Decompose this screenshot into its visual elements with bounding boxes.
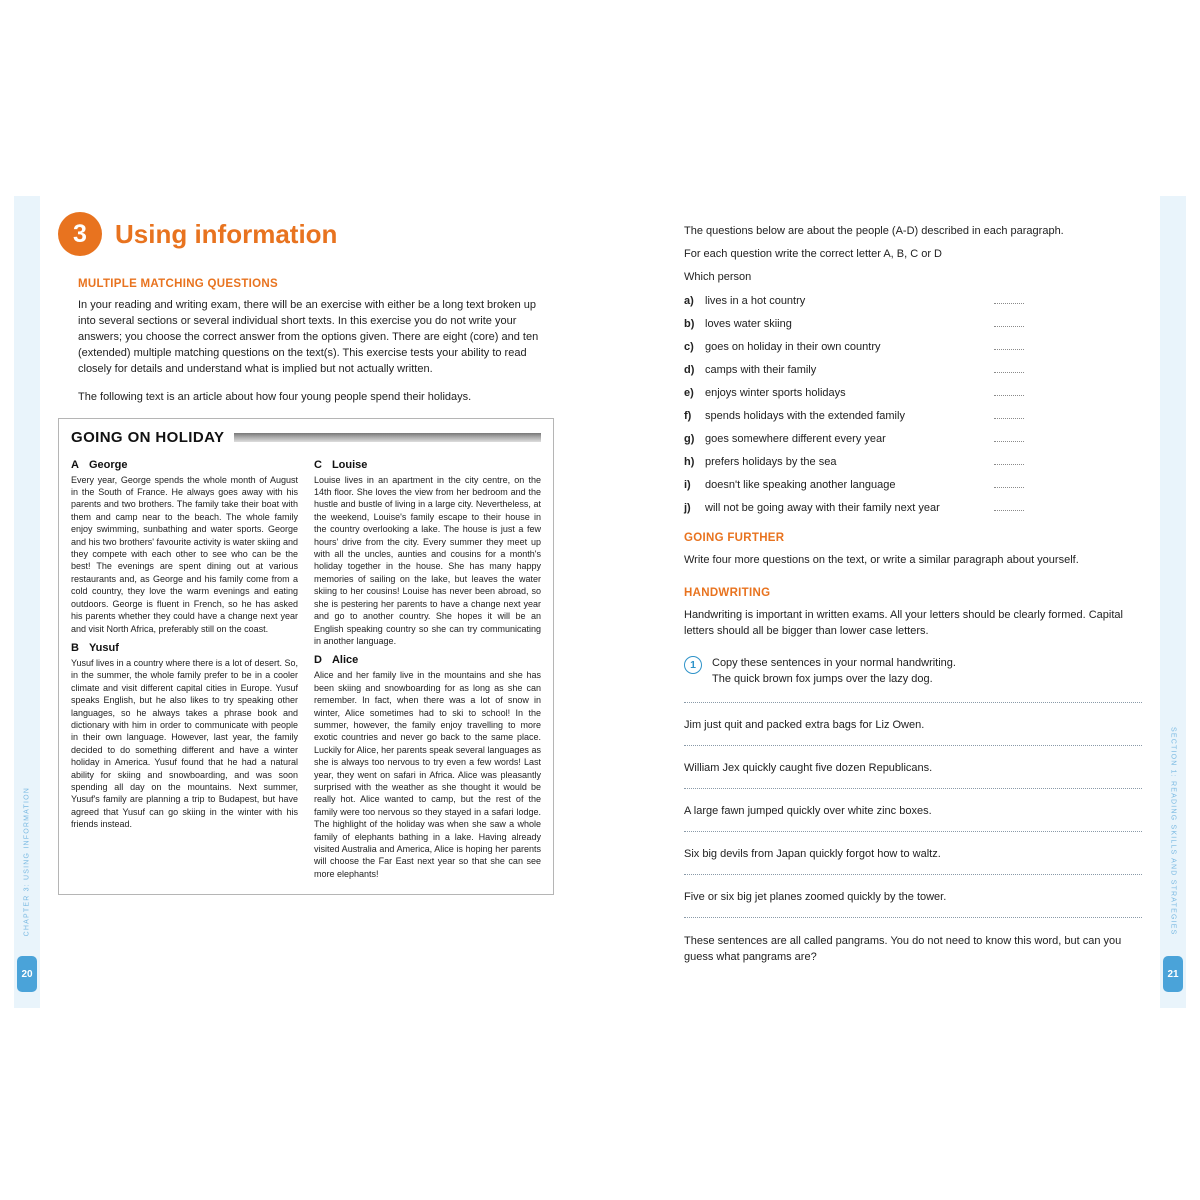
section-person-name: Louise: [331, 458, 368, 471]
handwriting-exercise-1: [684, 655, 1142, 688]
going-further-text: Write four more questions on the text, or write a similar paragraph about yourself.: [684, 553, 1079, 566]
question-item: [684, 341, 1024, 353]
question-label: i): [684, 478, 691, 491]
page-title: Using information: [115, 218, 338, 249]
chapter-header: [58, 212, 554, 256]
article-section-text: Louise lives in an apartment in the city centre, on the 14th floor. She loves the view from her bedroom and the hustle and bustle of living in a large city. Nevertheless, at the weekend, Louise's family escape to their house in the country overlooking a lake. The house is just a few hours' drive from the city. Every summer they meet up with all the uncles, aunties and cousins for a month's holiday together in the house. She has many happy memories of sailing on the lake, but leaves the water skiing to her cousins! Louise has never been abroad, so she is pestering her parents to have a change next year and go to another country. She hopes it will be an English speaking country so she can try communicating in another language.: [314, 474, 541, 646]
question-label: g): [684, 432, 695, 445]
article-title: GOING ON HOLIDAY: [71, 428, 225, 446]
question-label: b): [684, 317, 695, 330]
right-section-vertical-label: SECTION 1: READING SKILLS AND STRATEGIES: [1169, 727, 1177, 936]
question-text: spends holidays with the extended family: [705, 409, 905, 422]
article-section-a: [71, 459, 298, 635]
question-text: loves water skiing: [705, 317, 792, 330]
chapter-number-badge: 3: [58, 212, 102, 256]
writing-line: [684, 702, 1142, 703]
question-item: [684, 387, 1024, 399]
question-text: lives in a hot country: [705, 294, 806, 307]
right-page: [684, 224, 1142, 973]
writing-line: [684, 745, 1142, 746]
answer-blank: [994, 479, 1024, 488]
article-section-d: [314, 654, 541, 880]
writing-line: [684, 788, 1142, 789]
question-label: a): [684, 294, 694, 307]
question-list: [684, 295, 1142, 514]
questions-intro-line-1: The questions below are about the people (A-D) described in each paragraph.: [684, 225, 1064, 237]
pangrams-outro: These sentences are all called pangrams. You do not need to know this word, but can you guess what pangrams are?: [684, 934, 1122, 963]
question-item: [684, 318, 1024, 330]
article-section-text: Yusuf lives in a country where there is a lot of desert. So, in the summer, the whole family prefer to be in a cooler climate and visit different capital cities in Europe. Yusuf speaks English, but he also likes to try speaking other languages, so he always takes a phrase book and dictionary with him in order to communicate with people in their own language. However, last year, the family decided to do something different and have a winter holiday in America. Yusuf found that he had a natural ability for skiing and snowboarding, and was soon spending all day on the mountains. Next summer, Yusuf's family are planning a trip to Budapest, but have agreed that Yusuf can go skiing in the winter with his friends instead.: [71, 657, 298, 830]
question-label: c): [684, 340, 694, 353]
matching-lead-paragraph: The following text is an article about how four young people spend their holidays.: [78, 390, 472, 403]
section-letter: B: [71, 641, 79, 654]
exercise-number-badge: 1: [684, 656, 702, 674]
writing-line: [684, 831, 1142, 832]
answer-blank: [994, 502, 1024, 511]
handwriting-intro: Handwriting is important in written exams. All your letters should be clearly formed. Capital letters should all be bigger than lower case letters.: [684, 608, 1123, 637]
pangram-sentence: William Jex quickly caught five dozen Republicans.: [684, 761, 933, 774]
question-item: [684, 410, 1024, 422]
right-page-number-badge: 21: [1163, 956, 1183, 992]
article-column-right: [314, 452, 541, 881]
left-page-edge-strip: [14, 196, 40, 1008]
pangram-sentence: Five or six big jet planes zoomed quickly by the tower.: [684, 890, 947, 903]
pangram-sentence: Six big devils from Japan quickly forgot how to waltz.: [684, 847, 941, 860]
answer-blank: [994, 295, 1024, 304]
article-section-text: Every year, George spends the whole month of August in the South of France. He always goes away with his parents and two brothers. The family take their boat with them and camp near to the beach. The whole family enjoy swimming, sunbathing and water sports. George and his two brothers' favourite activity is water skiing and they compete with each other to see who can be the best! The evenings are spent dining out at various restaurants and, as George and his family come from a cold country, they love the warm evenings and eating outdoors. George is fluent in French, so he has asked his parents whether they could have a change next year and visit North Africa, preferably still on the coast.: [71, 474, 298, 634]
left-page-number-badge: 20: [17, 956, 37, 992]
question-item: [684, 456, 1024, 468]
article-column-left: [71, 452, 298, 881]
questions-intro-line-2: For each question write the correct letter A, B, C or D: [684, 247, 942, 260]
section-letter: C: [314, 458, 322, 471]
exercise-body: [712, 655, 956, 688]
question-item: [684, 364, 1024, 376]
question-label: d): [684, 363, 695, 376]
article-header: [71, 429, 541, 446]
answer-blank: [994, 364, 1024, 373]
question-label: e): [684, 386, 694, 399]
pangram-sentence: Jim just quit and packed extra bags for Liz Owen.: [684, 718, 925, 731]
section-letter: A: [71, 458, 79, 471]
section-letter: D: [314, 654, 322, 667]
question-item: [684, 433, 1024, 445]
answer-blank: [994, 341, 1024, 350]
answer-blank: [994, 318, 1024, 327]
article-section-heading: [71, 642, 298, 654]
question-item: [684, 479, 1024, 491]
questions-intro-line-3: Which person: [684, 270, 752, 283]
writing-line: [684, 874, 1142, 875]
answer-blank: [994, 456, 1024, 465]
section-person-name: Alice: [331, 654, 359, 667]
left-page: [58, 212, 554, 895]
article-section-heading: [314, 654, 541, 666]
article-columns: [71, 452, 541, 881]
question-text: goes somewhere different every year: [705, 432, 886, 445]
question-label: f): [684, 409, 692, 422]
article-section-text: Alice and her family live in the mountains and she has been skiing and snowboarding for as long as she can remember. In fact, when there was a lot of snow in winter, Alice sometimes had to ski to school! In the summer, however, the family enjoy travelling to more exotic countries and never go back to the same place. Luckily for Alice, her parents speak several languages as she is always too nervous to try even a few words! Last year, they went on safari in Africa. Alice was pleasantly surprised with the weather as she thought it would be really hot. Alice wanted to camp, but the rest of the family were too nervous so they stayed in a safari lodge. The highlight of the holiday was when she saw a whole family of elephants bathing in a lake. Having already visited Australia and America, Alice is hoping her parents will choose the Far East next year so that she can see more elephants!: [314, 670, 541, 879]
answer-blank: [994, 410, 1024, 419]
section-heading-multiple-matching: MULTIPLE MATCHING QUESTIONS: [78, 278, 278, 290]
question-item: [684, 502, 1024, 514]
question-text: camps with their family: [705, 363, 817, 376]
article-section-heading: [71, 459, 298, 471]
article-section-c: [314, 459, 541, 648]
answer-blank: [994, 433, 1024, 442]
reading-article-box: [58, 418, 554, 896]
question-label: h): [684, 455, 695, 468]
pangram-sentence: A large fawn jumped quickly over white zinc boxes.: [684, 804, 932, 817]
handwriting-heading: HANDWRITING: [684, 586, 771, 599]
answer-blank: [994, 387, 1024, 396]
question-text: doesn't like speaking another language: [705, 478, 896, 491]
article-section-b: [71, 642, 298, 831]
right-page-edge-strip: [1160, 196, 1186, 1008]
writing-line: [684, 917, 1142, 918]
pangram-sentence: The quick brown fox jumps over the lazy dog.: [712, 673, 933, 686]
article-section-heading: [314, 459, 541, 471]
section-person-name: Yusuf: [88, 641, 119, 654]
question-item: [684, 295, 1024, 307]
question-text: enjoys winter sports holidays: [705, 386, 846, 399]
question-label: j): [684, 501, 691, 514]
section-person-name: George: [88, 458, 128, 471]
going-further-heading: GOING FURTHER: [684, 531, 785, 544]
question-text: prefers holidays by the sea: [705, 455, 837, 468]
matching-intro-paragraph: In your reading and writing exam, there will be an exercise with either be a long text broken up into several sections or several individual short texts. In this exercise you do not write your answers; you choose the correct answer from the options given. There are eight (core) and ten (extended) multiple matching questions on the text(s). This exercise tests your ability to read closely for details and understand what is implied but not actually written.: [78, 299, 539, 375]
left-chapter-vertical-label: CHAPTER 3: USING INFORMATION: [23, 786, 31, 936]
question-text: will not be going away with their family next year: [705, 501, 940, 514]
article-title-rule: [234, 433, 541, 442]
question-text: goes on holiday in their own country: [705, 340, 881, 353]
exercise-instruction: Copy these sentences in your normal handwriting.: [712, 656, 956, 669]
